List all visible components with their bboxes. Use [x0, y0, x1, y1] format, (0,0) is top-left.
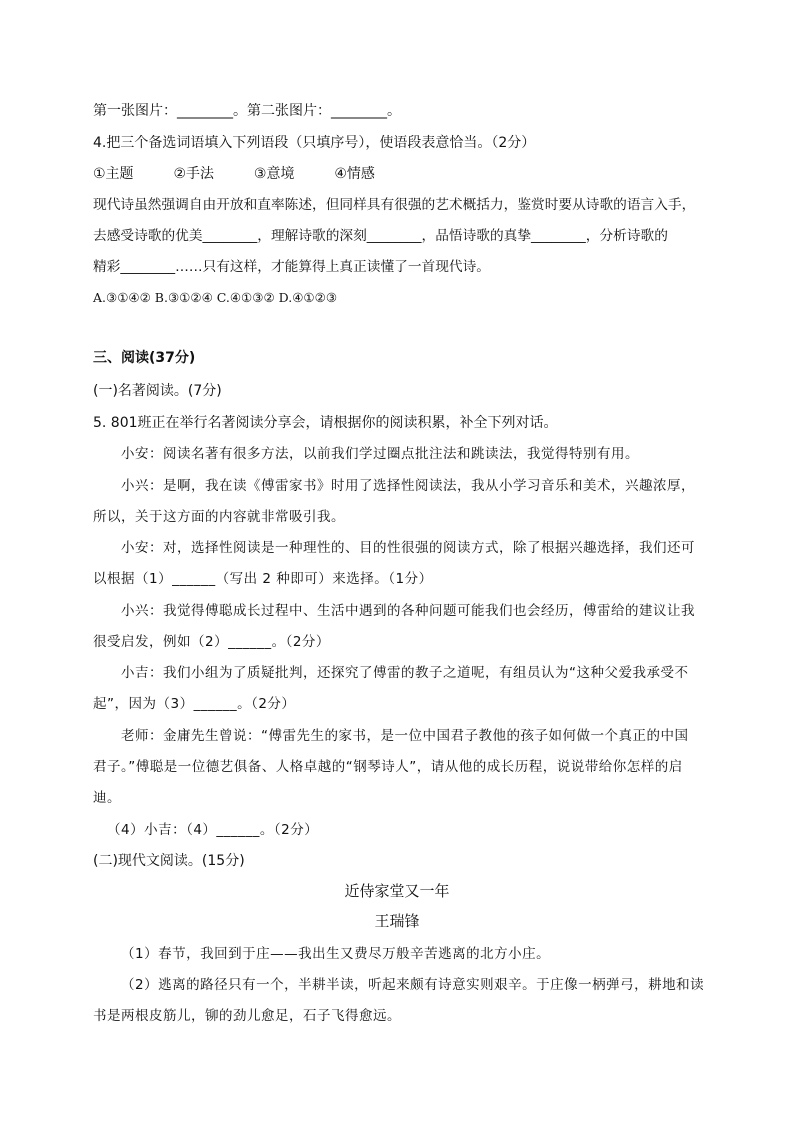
dialogue-line: 小吉：我们小组为了质疑批判，还探究了傅雷的教子之道呢，有组员认为“这种父爱我承受不 — [121, 665, 689, 681]
dialogue-line: 君子。”傅聪是一位德艺俱备、人格卓越的“钢琴诗人”，请从他的成长历程，说说带给你怎样的启 — [93, 759, 683, 775]
article-paragraph-line: 书是两根皮筋儿，铆的劲儿愈足，石子飞得愈远。 — [93, 1008, 401, 1024]
dialogue-line: 以根据（1）______（写出 2 种即可）来选择。（1分） — [93, 571, 433, 587]
dialogue-line: 老师：金庸先生曾说：“傅雷先生的家书，是一位中国君子教他的孩子如何做一个真正的中国 — [121, 728, 689, 744]
q4-paragraph-line: 去感受诗歌的优美________，理解诗歌的深刻________，品悟诗歌的真挚________，分析诗歌的 — [93, 228, 668, 244]
q3-answer-line: 第一张图片：________。第二张图片：________。 — [93, 103, 401, 119]
dialogue-line: 迪。 — [93, 790, 121, 806]
dialogue-line: 所以，关于这方面的内容就非常吸引我。 — [93, 509, 345, 525]
dialogue-line: 小兴：是啊，我在读《傅雷家书》时用了选择性阅读法，我从小学习音乐和美术，兴趣浓厚， — [121, 478, 695, 494]
article-paragraph-line: （1）春节，我回到于庄——我出生又费尽万般辛苦逃离的北方小庄。 — [121, 946, 551, 962]
q4-paragraph-line: 现代诗虽然强调自由开放和直率陈述，但同样具有很强的艺术概括力，鉴赏时要从诗歌的语言入手， — [93, 197, 696, 213]
q4-choices: A.③①④② B.③①②④ C.④①③② D.④①②③ — [93, 290, 338, 305]
q4-options — [93, 164, 375, 184]
dialogue-line: 小安：对，选择性阅读是一种理性的、目的性很强的阅读方式，除了根据兴趣选择，我们还可 — [121, 540, 695, 556]
q4-option: ②手法 — [173, 166, 215, 182]
dialogue-line: 起”，因为（3）______。（2分） — [93, 696, 296, 712]
q4-option: ③意境 — [253, 166, 295, 182]
dialogue-line: （4）小吉：（4）______。（2分） — [107, 822, 319, 838]
subsection-heading: (二)现代文阅读。(15分) — [93, 853, 245, 869]
section-heading: 三、阅读(37分) — [93, 350, 196, 366]
article-paragraph-line: （2）逃离的路径只有一个，半耕半读，听起来颇有诗意实则艰辛。于庄像一柄弹弓，耕地和读 — [121, 977, 705, 993]
q4-stem: 4.把三个备选词语填入下列语段（只填序号），使语段表意恰当。（2分） — [93, 135, 536, 151]
q4-paragraph-line: 精彩________……只有这样，才能算得上真正读懂了一首现代诗。 — [93, 259, 490, 275]
article-author: 王瑞锋 — [374, 912, 420, 930]
q5-stem: 5. 801班正在举行名著阅读分享会，请根据你的阅读积累，补全下列对话。 — [93, 415, 558, 431]
q4-option: ①主题 — [93, 166, 134, 182]
dialogue-line: 小安：阅读名著有很多方法，以前我们学过圈点批注法和跳读法，我觉得特别有用。 — [121, 446, 639, 462]
subsection-heading: (一)名著阅读。(7分) — [93, 383, 222, 399]
dialogue-line: 小兴：我觉得傅聪成长过程中、生活中遇到的各种问题可能我们也会经历，傅雷给的建议让我 — [121, 603, 695, 619]
dialogue-line: 很受启发，例如（2）______。（2分） — [93, 634, 330, 650]
article-title: 近侍家堂又一年 — [344, 882, 450, 900]
q4-option: ④情感 — [334, 166, 375, 182]
